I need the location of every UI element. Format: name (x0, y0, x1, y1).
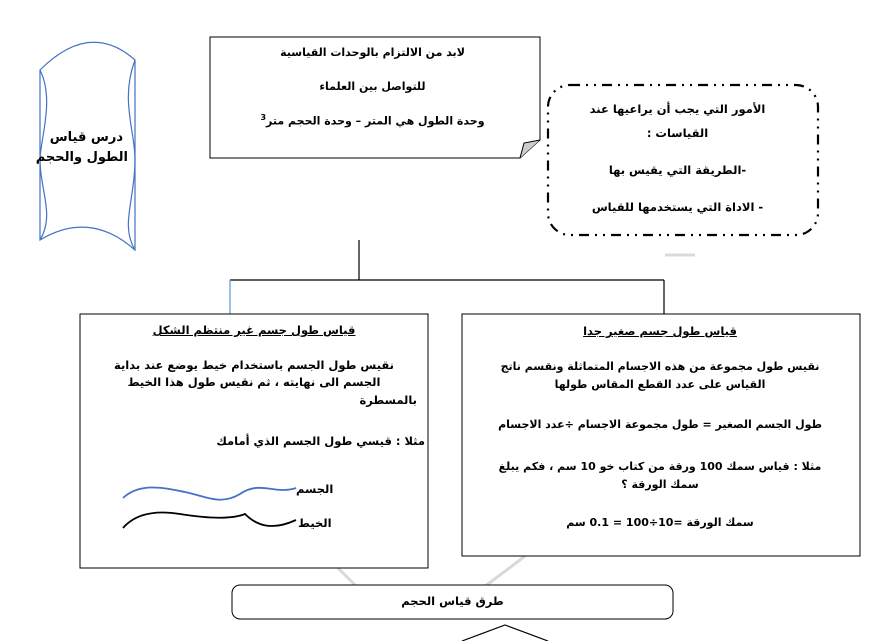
left-box-para-line1: نقيس طول الجسم باستخدام خيط يوضع عند بداية (114, 358, 394, 372)
bottom-box-title: طرق قياس الحجم (401, 594, 504, 608)
note-line3-sup: 3 (260, 113, 267, 122)
left-box-para-line3: بالمسطرة (359, 393, 417, 407)
left-box-para-line2: الجسم الى نهايته ، ثم نقيس طول هذا الخيط (127, 375, 381, 389)
note-line3-text: وحدة الطول هي المتر – وحدة الحجم متر (266, 114, 485, 128)
right-box-answer: سمك الورقة =10÷100 = 0.1 سم (566, 516, 754, 529)
note-line2: للتواصل بين العلماء (319, 80, 426, 93)
right-box-para-line1: نقيس طول مجموعة من هذه الاجسام المتماثلة ونقسم ناتج (500, 360, 820, 373)
wavy-banner-shape (35, 42, 135, 250)
label-body: الجسم (296, 482, 334, 496)
right-box-para-line2: القياس على عدد القطع المقاس طولها (554, 378, 766, 391)
note-line3 (215, 113, 530, 128)
considerations-title2: القياسات : (646, 126, 709, 140)
right-box-formula: طول الجسم الصغير = طول مجموعة الاجسام ÷عدد الاجسام (498, 418, 822, 431)
note-line1: لابد من الالتزام بالوحدات القياسية (280, 46, 465, 59)
considerations-item2: - الاداة التي يستخدمها للقياس (591, 200, 764, 214)
label-thread: الخيط (298, 516, 332, 530)
considerations-title1: الأمور التي يجب أن يراعيها عند (589, 102, 766, 116)
banner-title-line1: درس قياس (49, 130, 123, 145)
connector-lines (230, 240, 664, 314)
left-box-title: قياس طول جسم غير منتظم الشكل (152, 323, 356, 337)
right-box-example-line2: سمك الورقة ؟ (621, 478, 699, 491)
right-box-title: قياس طول جسم صغير جدا (583, 324, 737, 338)
bottom-triangle (462, 625, 548, 641)
left-box-example: مثلا : قيسي طول الجسم الذي أمامك (216, 434, 425, 448)
right-box-example-line1: مثلا : قياس سمك 100 ورقة من كتاب خو 10 سم ، فكم يبلغ (498, 460, 822, 473)
banner-title-line2: الطول والحجم (35, 150, 128, 165)
considerations-item1: -الطريقة التي يقيس بها (608, 163, 747, 177)
